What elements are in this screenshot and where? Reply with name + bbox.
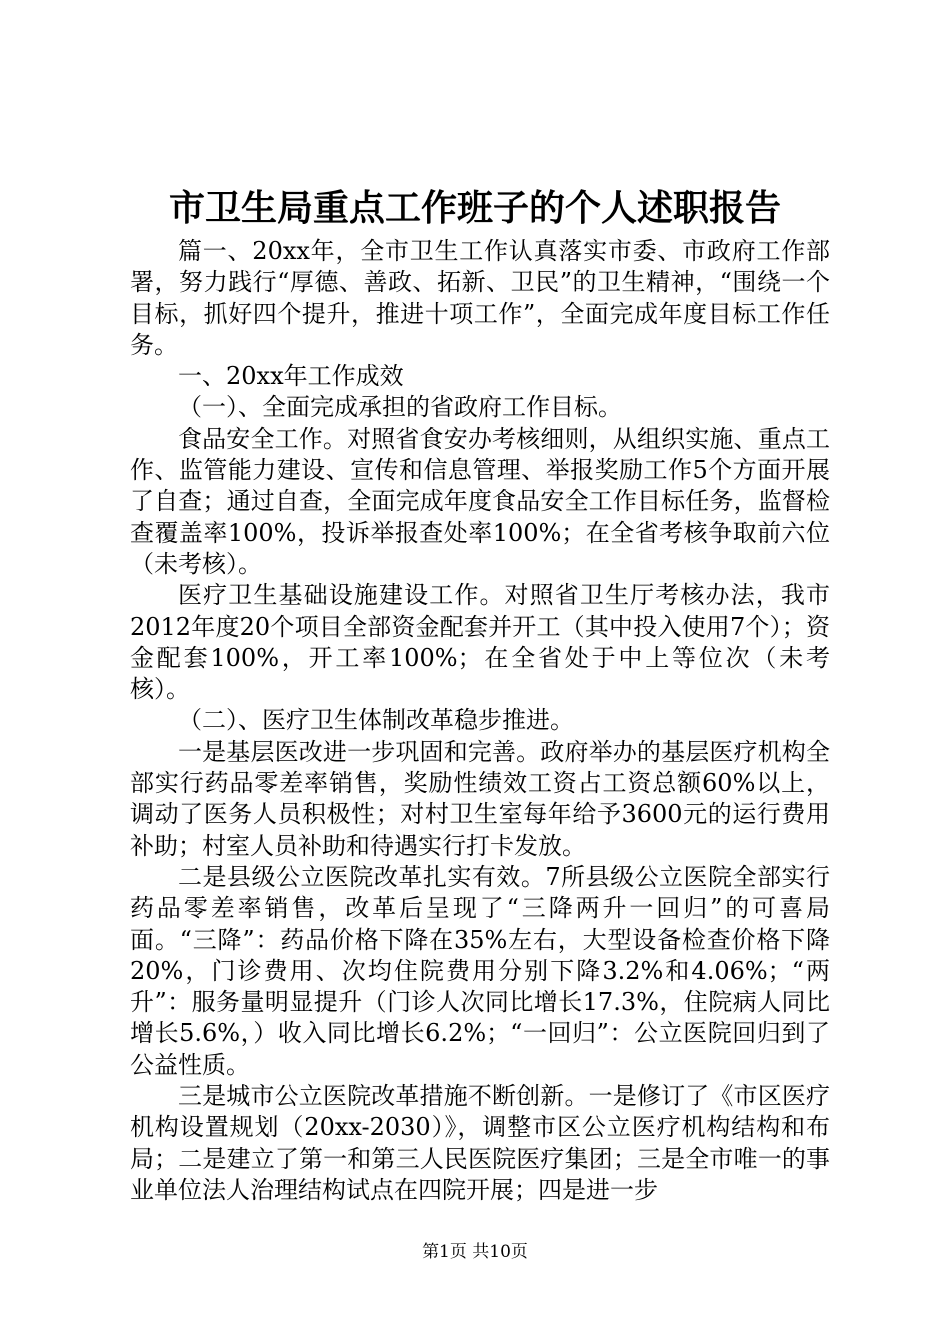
paragraph: 食品安全工作。对照省食安办考核细则，从组织实施、重点工作、监管能力建设、宣传和信息管理、举报奖励工作5个方面开展了自查；通过自查，全面完成年度食品安全工作目标任务，监督检查覆盖率100%，投诉举报查处率100%；在全省考核争取前六位（未考核）。 — [130, 424, 830, 578]
paragraph: 医疗卫生基础设施建设工作。对照省卫生厅考核办法，我市2012年度20个项目全部资金配套并开工（其中投入使用7个）；资金配套100%，开工率100%；在全省处于中上等位次（未考核）。 — [130, 581, 830, 704]
document-title: 市卫生局重点工作班子的个人述职报告 — [168, 187, 781, 229]
page-footer: 第1页 共10页 — [422, 1242, 528, 1262]
subsection-heading: （一）、全面完成承担的省政府工作目标。 — [178, 393, 622, 422]
paragraph: 二是县级公立医院改革扎实有效。7所县级公立医院全部实行药品零差率销售，改革后呈现了“三降两升一回归”的可喜局面。“三降”：药品价格下降在35%左右，大型设备检查价格下降20%，门诊费用、次均住院费用分别下降3.2%和4.06%；“两升”：服务量明显提升（门诊人次同比增长17.3%，住院病人同比增长5.6%，）收入同比增长6.2%；“一回归”：公立医院回归到了公益性质。 — [130, 862, 830, 1079]
subsection-heading: （二）、医疗卫生体制改革稳步推进。 — [178, 706, 574, 735]
paragraph: 三是城市公立医院改革措施不断创新。一是修订了《市区医疗机构设置规划（20xx-2030）》，调整市区公立医疗机构结构和布局；二是建立了第一和第三人民医院医疗集团；三是全市唯一的事业单位法人治理结构试点在四院开展；四是进一步 — [130, 1082, 830, 1204]
document-body — [130, 236, 830, 1206]
paragraph: 一是基层医改进一步巩固和完善。政府举办的基层医疗机构全部实行药品零差率销售，奖励性绩效工资占工资总额60%以上，调动了医务人员积极性；对村卫生室每年给予3600元的运行费用补助；村室人员补助和待遇实行打卡发放。 — [130, 737, 830, 860]
paragraph: 篇一、20xx年，全市卫生工作认真落实市委、市政府工作部署，努力践行“厚德、善政、拓新、卫民”的卫生精神，“围绕一个目标，抓好四个提升，推进十项工作”，全面完成年度目标工作任务。 — [130, 237, 830, 359]
section-heading: 一、20xx年工作成效 — [178, 362, 404, 391]
